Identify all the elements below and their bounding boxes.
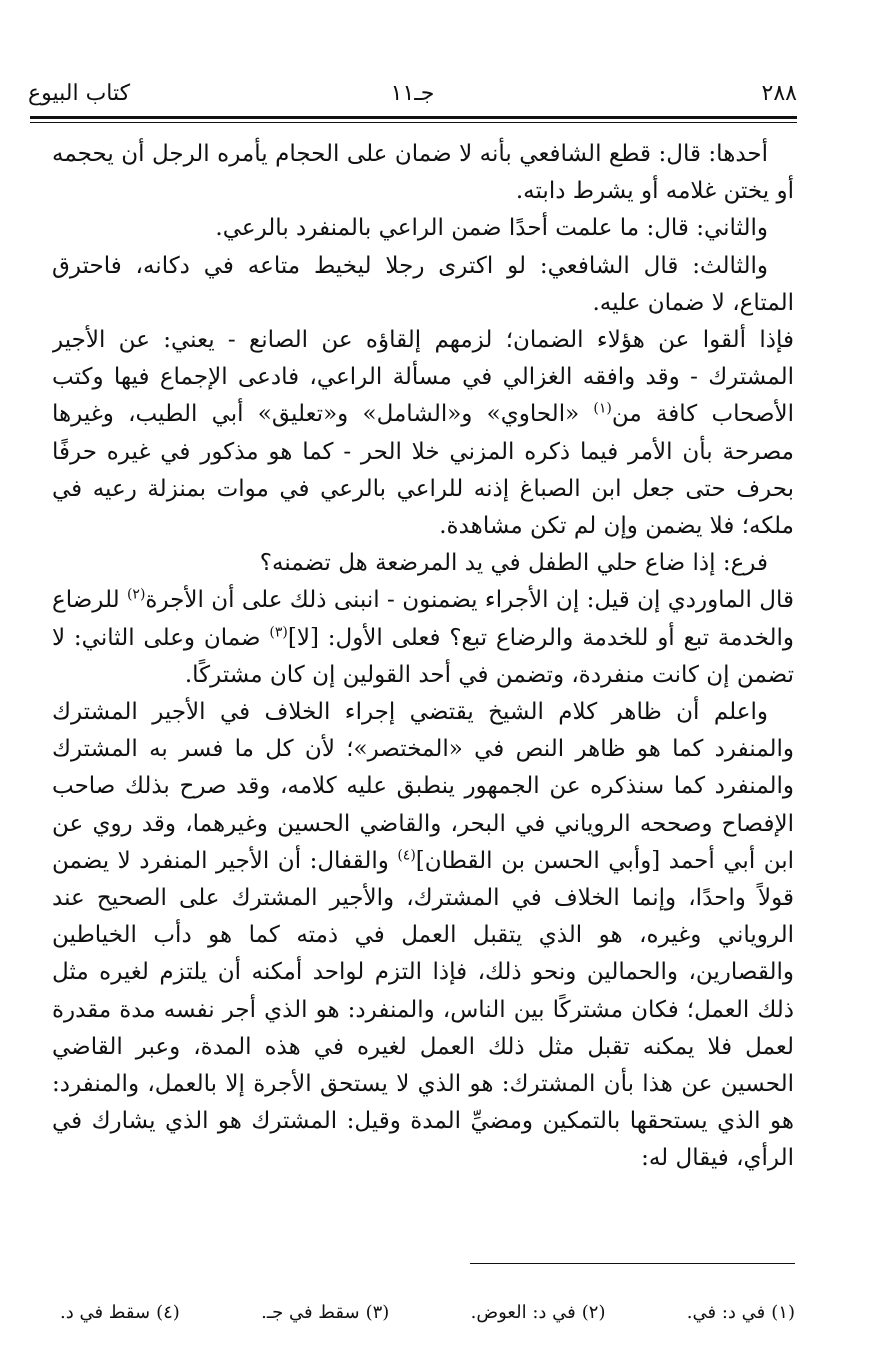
paragraph xyxy=(52,248,794,322)
paragraph-text-cont: والقفال: أن الأجير المنفرد لا يضمن قولاً واحدًا، وإنما الخلاف في المشترك، والأجير المشترك على الصحيح عند الروياني وغيره، هو الذي يتقبل العمل في ذمته كما هو دأب الخياطين والقصارين، والحمالين ونحو ذلك، فإذا التزم لواحد أمكنه أن يلتزم لغيره مثل ذلك العمل؛ فكان مشتركًا بين الناس، والمنفرد: هو الذي أجر نفسه مدة مقدرة لعمل فلا يمكنه تقبل مثل ذلك العمل لغيره في هذه المدة، وعبر القاضي الحسين عن هذا بأن المشترك: هو الذي لا يستحق الأجرة إلا بالعمل، والمنفرد: هو الذي يستحقها بالتمكين ومضيِّ المدة وقيل: المشترك هو الذي يشارك في الرأي، فيقال له: xyxy=(52,847,794,1172)
footnote-text: في د: في. xyxy=(686,1302,766,1323)
footnote-text: سقط في د. xyxy=(60,1302,151,1323)
footnote-number: (٤) xyxy=(156,1302,180,1323)
paragraph-text-cont: ضمان وعلى الثاني: لا تضمن إن كانت منفردة، وتضمن في أحد القولين إن كان مشتركًا. xyxy=(52,624,794,688)
paragraph xyxy=(52,545,794,582)
paragraph-text: قال الماوردي إن قيل: إن الأجراء يضمنون - انبنى ذلك على أن الأجرة xyxy=(145,587,794,614)
footnote-number: (١) xyxy=(771,1302,795,1323)
paragraph xyxy=(52,582,794,694)
header-rule-thick xyxy=(30,116,797,119)
footnote-ref: (١) xyxy=(593,400,612,417)
paragraph-text: فرع: إذا ضاع حلي الطفل في يد المرضعة هل تضمنه؟ xyxy=(259,550,768,577)
footnote-number: (٣) xyxy=(365,1302,390,1323)
running-header xyxy=(28,76,797,112)
page-number: ٢٨٨ xyxy=(761,81,797,106)
footnote-item xyxy=(60,1298,180,1328)
footnote-ref: (٢) xyxy=(126,586,146,603)
footnote-ref: (٣) xyxy=(269,623,288,640)
footnote-text: في د: العوض. xyxy=(470,1302,576,1323)
footnote-ref: (٤) xyxy=(397,847,416,864)
paragraph-text: واعلم أن ظاهر كلام الشيخ يقتضي إجراء الخلاف في الأجير المشترك والمنفرد كما هو ظاهر النص في «المختصر»؛ لأن كل ما فسر به المشترك والمنفرد كما سنذكره عن الجمهور ينطبق عليه كلامه، وقد صرح بذلك صاحب الإفصاح وصححه الروياني في البحر، والقاضي الحسين وغيرهما، وقد روي عن ابن أبي أحمد [وأبي الحسن بن القطان] xyxy=(52,699,794,874)
paragraph xyxy=(52,694,794,1178)
volume-label: جـ١١ xyxy=(390,81,435,106)
paragraph-text: أحدها: قال: قطع الشافعي بأنه لا ضمان على الحجام يأمره الرجل أن يحجمه أو يختن غلامه أو يشرط دابته. xyxy=(52,141,794,205)
footnote-item xyxy=(261,1298,389,1328)
paragraph xyxy=(52,136,794,210)
paragraph-text: فإذا ألقوا عن هؤلاء الضمان؛ لزمهم إلقاؤه عن الصانع - يعني: عن الأجير المشترك - وقد وافقه الغزالي في مسألة الراعي، فادعى الإجماع فيها وكتب الأصحاب كافة من xyxy=(52,327,794,428)
footnote-text: سقط في جـ. xyxy=(261,1302,360,1323)
main-text xyxy=(52,136,794,1251)
footnotes xyxy=(60,1298,795,1328)
header-rule-thin xyxy=(30,122,797,123)
footnote-number: (٢) xyxy=(581,1302,606,1323)
paragraph xyxy=(52,322,794,545)
book-title: كتاب البيوع xyxy=(28,81,131,106)
footnote-rule xyxy=(470,1263,795,1264)
footnote-item xyxy=(471,1298,606,1328)
footnote-item xyxy=(687,1298,795,1328)
paragraph-text-cont: للرضاع والخدمة تبع أو للخدمة والرضاع تبع؟ فعلى الأول: [لا] xyxy=(52,587,794,651)
paragraph-text-cont: «الحاوي» و«الشامل» و«تعليق» أبي الطيب، وغيرها مصرحة بأن الأمر فيما ذكره المزني خلا الحر - كما هو مذكور في غيره حرفًا بحرف حتى جعل ابن الصباغ إذنه للراعي بالرعي في موات بمنزلة رعيه في ملكه؛ فلا يضمن وإن لم تكن مشاهدة. xyxy=(52,401,794,540)
paragraph-text: والثاني: قال: ما علمت أحدًا ضمن الراعي بالمنفرد بالرعي. xyxy=(215,215,768,242)
paragraph-text: والثالث: قال الشافعي: لو اكترى رجلا ليخيط متاعه في دكانه، فاحترق المتاع، لا ضمان عليه. xyxy=(52,252,794,316)
paragraph xyxy=(52,210,794,247)
